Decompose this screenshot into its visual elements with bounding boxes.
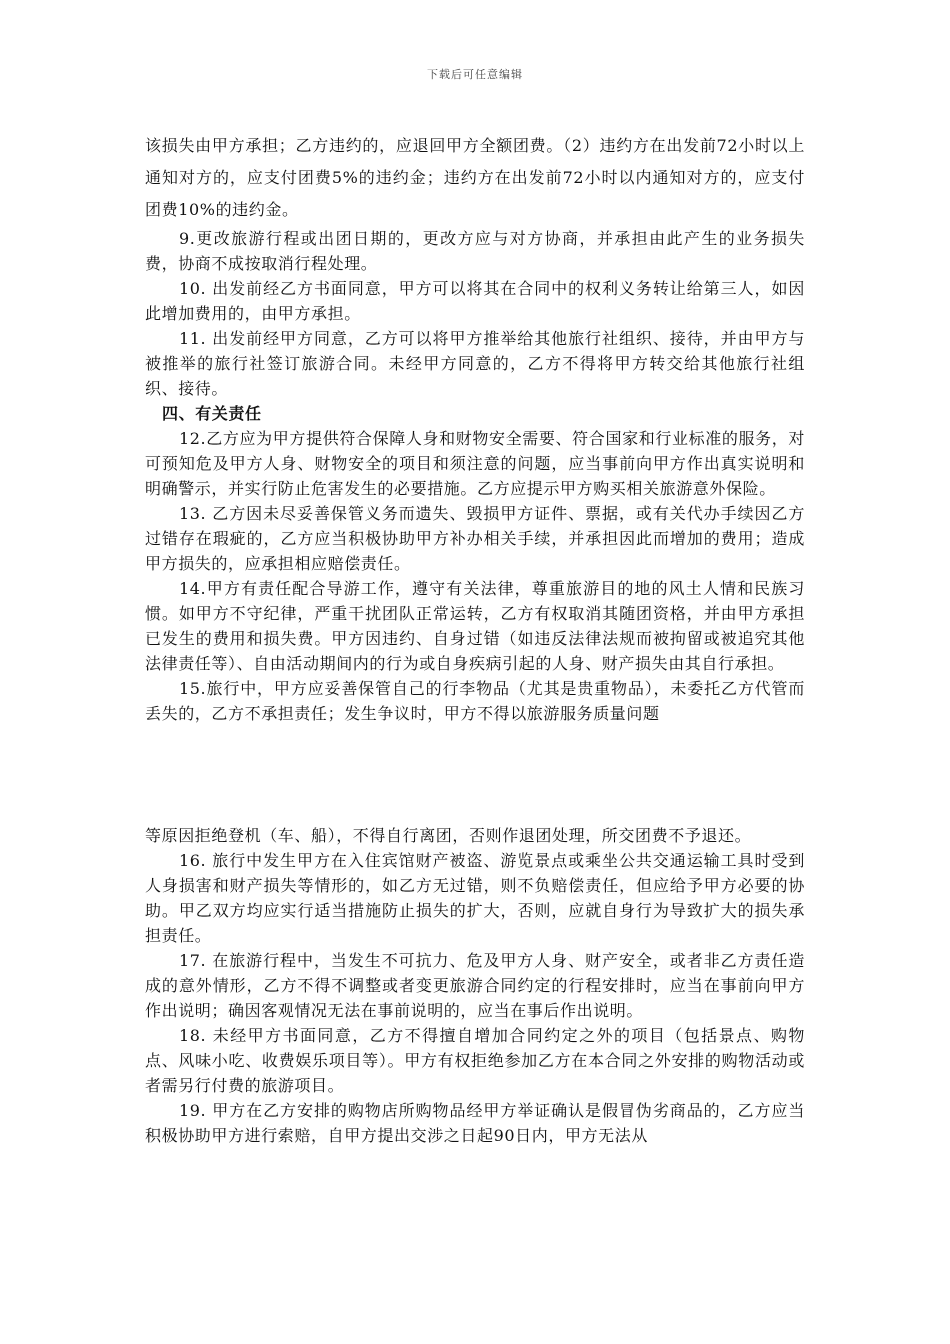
clause-15-continuation: 等原因拒绝登机（车、船），不得自行离团，否则作退团处理，所交团费不予退还。 bbox=[145, 826, 752, 845]
clause-14: 14.甲方有责任配合导游工作，遵守有关法律，尊重旅游目的地的风土人情和民族习惯。如甲方不守纪律，严重干扰团队正常运转，乙方有权取消其随团资格，并由甲方承担已发生的费用和损失费。甲方因违约、自身过错（如违反法律法规而被拘留或被追究其他法律责任等）、自由活动期间内的行为或自身疾病引起的人身、财产损失由其自行承担。 bbox=[145, 579, 805, 673]
clause-15: 15.旅行中，甲方应妥善保管自己的行李物品（尤其是贵重物品），未委托乙方代管而丢失的，乙方不承担责任；发生争议时，甲方不得以旅游服务质量问题 bbox=[145, 679, 805, 723]
clause-11: 11. 出发前经甲方同意，乙方可以将甲方推举给其他旅行社组织、接待，并由甲方与被推举的旅行社签订旅游合同。未经甲方同意的，乙方不得将甲方转交给其他旅行社组织、接待。 bbox=[145, 329, 805, 398]
clause-18: 18. 未经甲方书面同意，乙方不得擅自增加合同约定之外的项目（包括景点、购物点、风味小吃、收费娱乐项目等）。甲方有权拒绝参加乙方在本合同之外安排的购物活动或者需另行付费的旅游项目。 bbox=[145, 1026, 805, 1095]
contract-text-top bbox=[145, 130, 805, 726]
clause-12: 12.乙方应为甲方提供符合保障人身和财物安全需要、符合国家和行业标准的服务，对可预知危及甲方人身、财物安全的项目和须注意的问题，应当事前向甲方作出真实说明和明确警示，并实行防止危害发生的必要措施。乙方应提示甲方购买相关旅游意外保险。 bbox=[145, 429, 805, 498]
clause-10: 10. 出发前经乙方书面同意，甲方可以将其在合同中的权利义务转让给第三人，如因此增加费用的，由甲方承担。 bbox=[145, 279, 805, 323]
clause-8-continuation: 该损失由甲方承担；乙方违约的，应退回甲方全额团费。（2）违约方在出发前72小时以上通知对方的，应支付团费5%的违约金；违约方在出发前72小时以内通知对方的，应支付团费10%的违约金。 bbox=[145, 136, 805, 219]
page-header: 下载后可任意编辑 bbox=[427, 68, 523, 81]
contract-text-bottom bbox=[145, 823, 805, 1148]
clause-19: 19. 甲方在乙方安排的购物店所购物品经甲方举证确认是假冒伪劣商品的，乙方应当积极协助甲方进行索赔，自甲方提出交涉之日起90日内，甲方无法从 bbox=[145, 1101, 805, 1145]
clause-9: 9.更改旅游行程或出团日期的，更改方应与对方协商，并承担由此产生的业务损失费，协商不成按取消行程处理。 bbox=[145, 229, 805, 273]
clause-13: 13. 乙方因未尽妥善保管义务而遗失、毁损甲方证件、票据，或有关代办手续因乙方过错存在瑕疵的，乙方应当积极协助甲方补办相关手续，并承担因此而增加的费用；造成甲方损失的，应承担相应赔偿责任。 bbox=[145, 504, 805, 573]
section-heading-responsibility: 四、有关责任 bbox=[162, 404, 262, 423]
clause-16: 16. 旅行中发生甲方在入住宾馆财产被盗、游览景点或乘坐公共交通运输工具时受到人身损害和财产损失等情形的，如乙方无过错，则不负赔偿责任，但应给予甲方必要的协助。甲乙双方均应实行适当措施防止损失的扩大，否则，应就自身行为导致扩大的损失承担责任。 bbox=[145, 851, 805, 945]
clause-17: 17. 在旅游行程中，当发生不可抗力、危及甲方人身、财产安全，或者非乙方责任造成的意外情形，乙方不得不调整或者变更旅游合同约定的行程安排时，应当在事前向甲方作出说明；确因客观情况无法在事前说明的，应当在事后作出说明。 bbox=[145, 951, 805, 1020]
